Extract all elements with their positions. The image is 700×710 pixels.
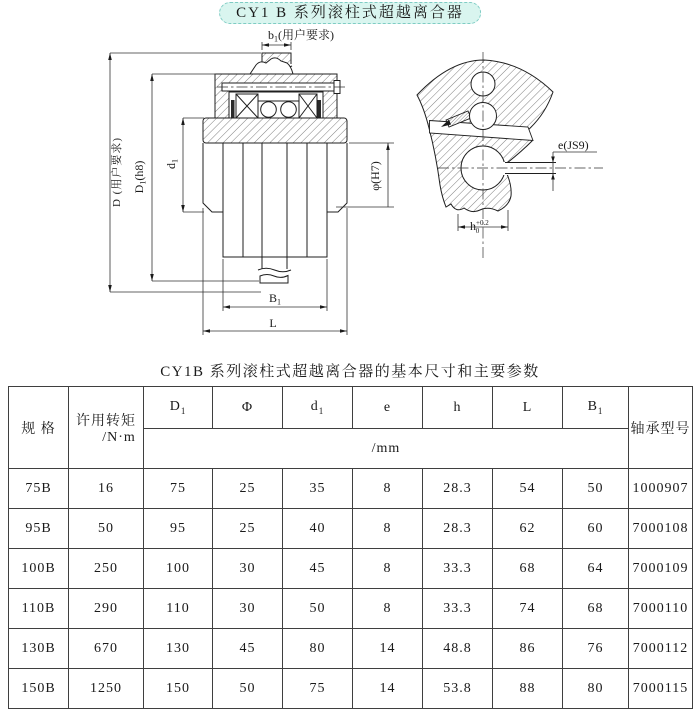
- table-row: [9, 589, 693, 629]
- torque-unit: /N·m: [102, 429, 136, 445]
- cell-L: 62: [493, 509, 563, 549]
- cell-B1: 60: [563, 509, 629, 549]
- cell-torque: 250: [69, 549, 144, 589]
- cell-torque: 16: [69, 469, 144, 509]
- cell-h: 28.3: [423, 469, 493, 509]
- page-title: CY1 B 系列滚柱式超越离合器: [219, 2, 481, 24]
- col-header-h: h: [423, 387, 493, 429]
- technical-drawing: [0, 26, 700, 362]
- cell-phi: 25: [213, 469, 283, 509]
- cell-L: 86: [493, 629, 563, 669]
- col-header-D1: $D_1$: [144, 387, 213, 429]
- table-row: [9, 509, 693, 549]
- dimension-L: [203, 208, 347, 335]
- cell-spec: 95B: [9, 509, 69, 549]
- col-header-torque: [69, 387, 144, 469]
- cell-h: 48.8: [423, 629, 493, 669]
- cell-phi: 25: [213, 509, 283, 549]
- cell-torque: 290: [69, 589, 144, 629]
- col-header-d1: $d_1$: [283, 387, 353, 429]
- cell-d1: 75: [283, 669, 353, 709]
- cell-e: 14: [353, 669, 423, 709]
- cell-D1: 95: [144, 509, 213, 549]
- dim-label-d1: $d_1$: [164, 159, 180, 169]
- dimension-b1: [262, 27, 334, 50]
- cell-e: 8: [353, 509, 423, 549]
- torque-label: 许用转矩: [76, 413, 136, 429]
- cell-L: 68: [493, 549, 563, 589]
- cell-phi: 45: [213, 629, 283, 669]
- table-row: [9, 469, 693, 509]
- cell-phi: 50: [213, 669, 283, 709]
- cell-bearing: 7000115: [629, 669, 693, 709]
- cell-d1: 50: [283, 589, 353, 629]
- dim-label-L: L: [269, 316, 277, 330]
- dimension-d1: [164, 118, 204, 212]
- col-header-B1: $B_1$: [563, 387, 629, 429]
- side-view: [417, 52, 603, 260]
- spec-table: [8, 386, 693, 709]
- cell-torque: 50: [69, 509, 144, 549]
- cell-B1: 64: [563, 549, 629, 589]
- cell-B1: 68: [563, 589, 629, 629]
- cell-L: 88: [493, 669, 563, 709]
- col-header-spec: 规 格: [9, 387, 69, 469]
- cell-d1: 35: [283, 469, 353, 509]
- cell-D1: 110: [144, 589, 213, 629]
- cell-spec: 75B: [9, 469, 69, 509]
- unit-cell: /mm: [144, 429, 629, 469]
- cell-bearing: 1000907: [629, 469, 693, 509]
- cell-B1: 50: [563, 469, 629, 509]
- cell-d1: 45: [283, 549, 353, 589]
- cell-h: 33.3: [423, 549, 493, 589]
- col-header-L: L: [493, 387, 563, 429]
- header-row-1: [9, 387, 693, 429]
- cell-phi: 30: [213, 549, 283, 589]
- dimension-e: [551, 138, 597, 191]
- cell-h: 28.3: [423, 509, 493, 549]
- dim-label-B1: $B_1$: [268, 291, 282, 307]
- cell-e: 8: [353, 589, 423, 629]
- dim-label-D: D (用户要求): [111, 136, 123, 208]
- cell-L: 54: [493, 469, 563, 509]
- cell-D1: 75: [144, 469, 213, 509]
- cell-spec: 150B: [9, 669, 69, 709]
- cell-bearing: 7000110: [629, 589, 693, 629]
- col-header-phi: Φ: [213, 387, 283, 429]
- cell-h: 53.8: [423, 669, 493, 709]
- table-row: [9, 549, 693, 589]
- dimension-phi: [336, 143, 394, 207]
- cell-d1: 80: [283, 629, 353, 669]
- dim-label-phi: φ(H7): [368, 161, 382, 191]
- cell-torque: 1250: [69, 669, 144, 709]
- table-title: CY1B 系列滚柱式超越离合器的基本尺寸和主要参数: [160, 364, 540, 380]
- col-header-e: e: [353, 387, 423, 429]
- cell-torque: 670: [69, 629, 144, 669]
- cell-e: 14: [353, 629, 423, 669]
- cell-D1: 100: [144, 549, 213, 589]
- cell-spec: 110B: [9, 589, 69, 629]
- table-row: [9, 629, 693, 669]
- cell-D1: 150: [144, 669, 213, 709]
- cell-bearing: 7000109: [629, 549, 693, 589]
- col-header-bearing: 轴承型号: [629, 387, 693, 469]
- cell-phi: 30: [213, 589, 283, 629]
- cell-D1: 130: [144, 629, 213, 669]
- cell-e: 8: [353, 469, 423, 509]
- cell-d1: 40: [283, 509, 353, 549]
- dimension-B1: [223, 259, 327, 311]
- dim-label-b1: $b_1$(用户要求): [268, 28, 334, 44]
- cell-bearing: 7000112: [629, 629, 693, 669]
- cell-spec: 130B: [9, 629, 69, 669]
- front-view: [203, 53, 347, 283]
- cell-spec: 100B: [9, 549, 69, 589]
- dim-label-h: $h^{+0.2}$ 0: [470, 219, 489, 235]
- cell-h: 33.3: [423, 589, 493, 629]
- table-row: [9, 669, 693, 709]
- cell-e: 8: [353, 549, 423, 589]
- dim-label-e: e(JS9): [558, 138, 589, 152]
- cell-B1: 76: [563, 629, 629, 669]
- cell-L: 74: [493, 589, 563, 629]
- dim-label-D1: $D_1(h8)$: [132, 160, 148, 194]
- cell-bearing: 7000108: [629, 509, 693, 549]
- cell-B1: 80: [563, 669, 629, 709]
